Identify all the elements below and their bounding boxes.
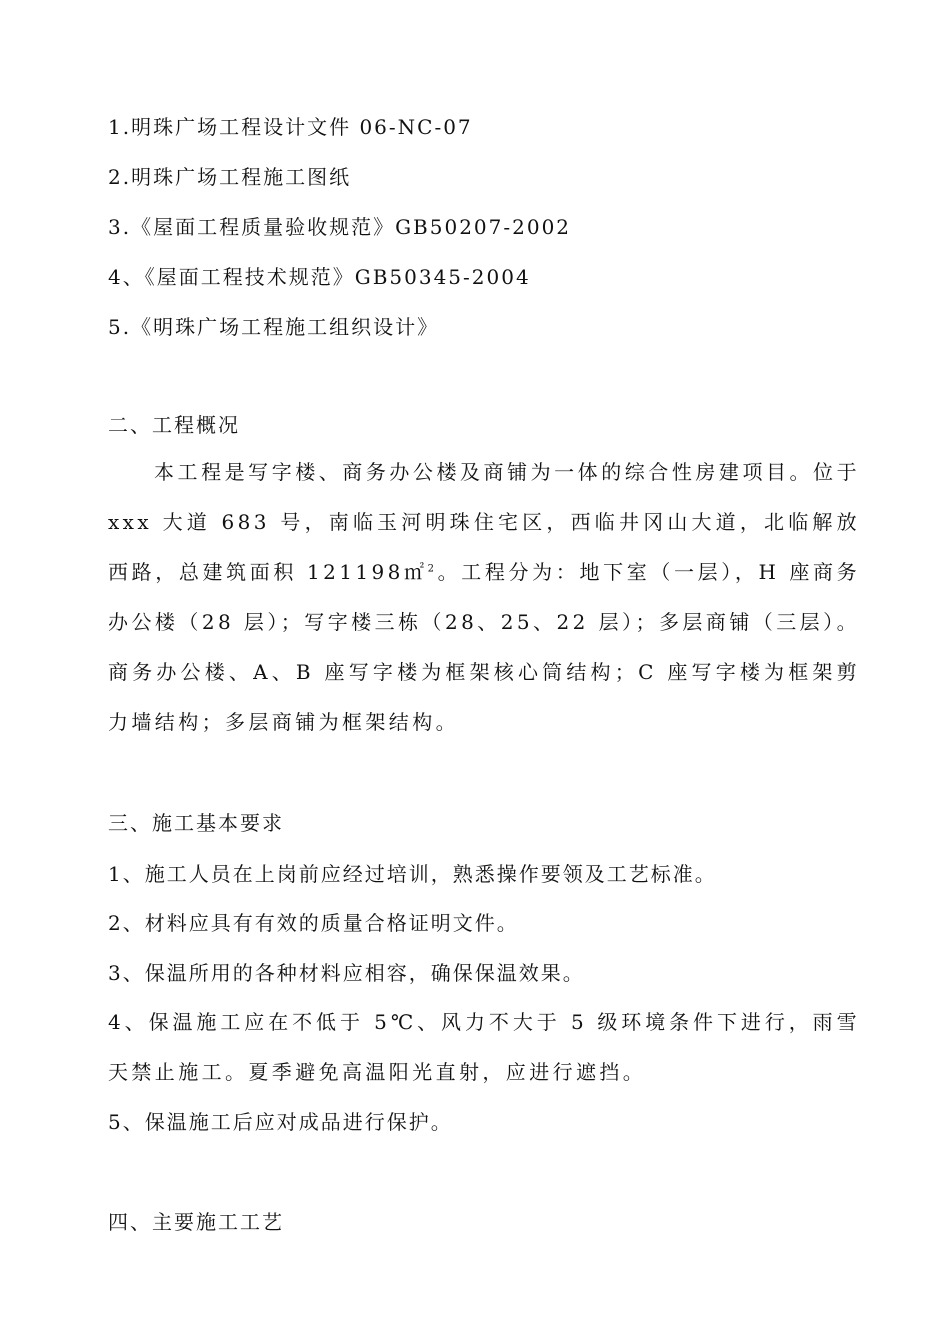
requirement-item-4: 4、保温施工应在不低于 5℃、风力不大于 5 级环境条件下进行，雨雪天禁止施工。夏季避免高温阳光直射，应进行遮挡。 bbox=[108, 1010, 860, 1084]
basis-item-5: 5.《明珠广场工程施工组织设计》 bbox=[108, 315, 440, 339]
basis-item-3: 3.《屋面工程质量验收规范》GB50207-2002 bbox=[108, 215, 572, 239]
section-3-heading: 三、施工基本要求 bbox=[108, 811, 284, 835]
basis-item-2: 2.明珠广场工程施工图纸 bbox=[108, 165, 352, 189]
overview-text-part-1: 本工程是写字楼、商务办公楼及商铺为一体的综合性房建项目。位于xxx 大道 683 号，南临玉河明珠住宅区，西临井冈山大道，北临解放西路，总建筑面积 121198㎡ bbox=[108, 460, 860, 584]
project-overview-paragraph bbox=[108, 447, 860, 747]
basis-item-1: 1.明珠广场工程设计文件 06-NC-07 bbox=[108, 115, 473, 139]
section-2-heading: 二、工程概况 bbox=[108, 413, 240, 437]
requirement-item-5: 5、保温施工后应对成品进行保护。 bbox=[108, 1110, 453, 1134]
area-superscript: 2 bbox=[427, 563, 438, 575]
basis-item-4: 4、《屋面工程技术规范》GB50345-2004 bbox=[108, 265, 531, 289]
requirement-item-3: 3、保温所用的各种材料应相容，确保保温效果。 bbox=[108, 961, 585, 985]
requirement-item-2: 2、材料应具有有效的质量合格证明文件。 bbox=[108, 911, 519, 935]
overview-text-part-2: 。工程分为：地下室（一层），H 座商务办公楼（28 层）；写字楼三栋（28、25、22 层）；多层商铺（三层）。商务办公楼、A、B 座写字楼为框架核心筒结构；C 座写字楼为框架剪力墙结构；多层商铺为框架结构。 bbox=[108, 560, 860, 734]
requirement-item-1: 1、施工人员在上岗前应经过培训，熟悉操作要领及工艺标准。 bbox=[108, 862, 717, 886]
section-4-heading: 四、主要施工工艺 bbox=[108, 1210, 284, 1234]
